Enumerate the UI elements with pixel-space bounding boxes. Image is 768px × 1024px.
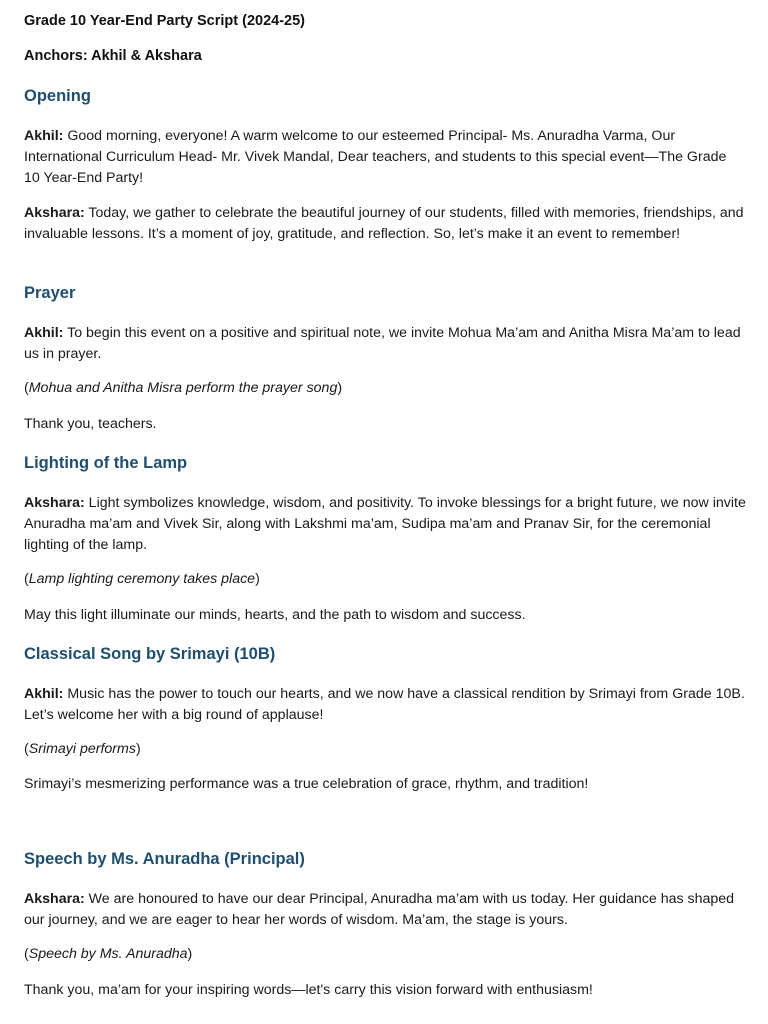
dialogue-paragraph: [24, 323, 746, 365]
stage-direction-text: Lamp lighting ceremony takes place: [28, 571, 256, 587]
stage-direction: (Srimayi performs): [24, 741, 141, 757]
dialogue-text: Music has the power to touch our hearts, and we now have a classical rendition by Srimayi from Grade 10B. Let’s welcome her with a big round of applause!: [24, 686, 745, 723]
paragraph: May this light illuminate our minds, hearts, and the path to wisdom and success.: [24, 607, 526, 623]
stage-direction-text: Speech by Ms. Anuradha: [28, 946, 188, 962]
dialogue-text: We are honoured to have our dear Principal, Anuradha ma’am with us today. Her guidance has shaped our journey, and we are eager to hear her words of wisdom. Ma’am, the stage is yours.: [24, 891, 735, 928]
dialogue-paragraph: [24, 493, 746, 555]
anchors-line: Anchors: Akhil & Akshara: [24, 48, 202, 64]
stage-direction: (Mohua and Anitha Misra perform the prayer song): [24, 380, 343, 396]
speaker-name: Akhil:: [24, 325, 64, 341]
dialogue-text: Light symbolizes knowledge, wisdom, and positivity. To invoke blessings for a bright future, we now invite Anuradha ma’am and Vivek Sir, along with Lakshmi ma’am, Sudipa ma’am and Pranav Sir, for the ceremonial lighting of the lamp.: [24, 495, 746, 553]
speaker-name: Akhil:: [24, 686, 64, 702]
section-heading-lamp: Lighting of the Lamp: [24, 454, 188, 472]
paragraph: Srimayi’s mesmerizing performance was a true celebration of grace, rhythm, and tradition!: [24, 776, 589, 792]
dialogue-text: Today, we gather to celebrate the beautiful journey of our students, filled with memories, friendships, and invaluable lessons. It’s a moment of joy, gratitude, and reflection. So, let’s make it an event to remember!: [24, 205, 744, 242]
speaker-name: Akshara:: [24, 891, 85, 907]
dialogue-text: To begin this event on a positive and spiritual note, we invite Mohua Ma’am and Anitha Misra Ma’am to lead us in prayer.: [24, 325, 741, 362]
stage-direction-text: Mohua and Anitha Misra perform the prayer song: [28, 380, 338, 396]
document-title: Grade 10 Year-End Party Script (2024-25): [24, 13, 306, 29]
paragraph: Thank you, teachers.: [24, 416, 157, 432]
section-heading-speech: Speech by Ms. Anuradha (Principal): [24, 850, 305, 868]
dialogue-paragraph: [24, 126, 746, 188]
section-heading-classical-song: Classical Song by Srimayi (10B): [24, 645, 276, 663]
speaker-name: Akshara:: [24, 495, 85, 511]
paragraph: Thank you, ma’am for your inspiring words—let's carry this vision forward with enthusiasm!: [24, 982, 593, 998]
section-heading-prayer: Prayer: [24, 284, 76, 302]
stage-direction: (Lamp lighting ceremony takes place): [24, 571, 260, 587]
stage-direction-text: Srimayi performs: [28, 741, 136, 757]
dialogue-paragraph: [24, 203, 746, 245]
speaker-name: Akshara:: [24, 205, 85, 221]
dialogue-paragraph: [24, 889, 746, 931]
speaker-name: Akhil:: [24, 128, 64, 144]
section-heading-opening: Opening: [24, 87, 91, 105]
dialogue-text: Good morning, everyone! A warm welcome to our esteemed Principal- Ms. Anuradha Varma, Our International Curriculum Head- Mr. Vivek Mandal, Dear teachers, and students to this special event—The Grade 10 Year-End Party!: [24, 128, 727, 186]
dialogue-paragraph: [24, 684, 746, 726]
stage-direction: (Speech by Ms. Anuradha): [24, 946, 193, 962]
